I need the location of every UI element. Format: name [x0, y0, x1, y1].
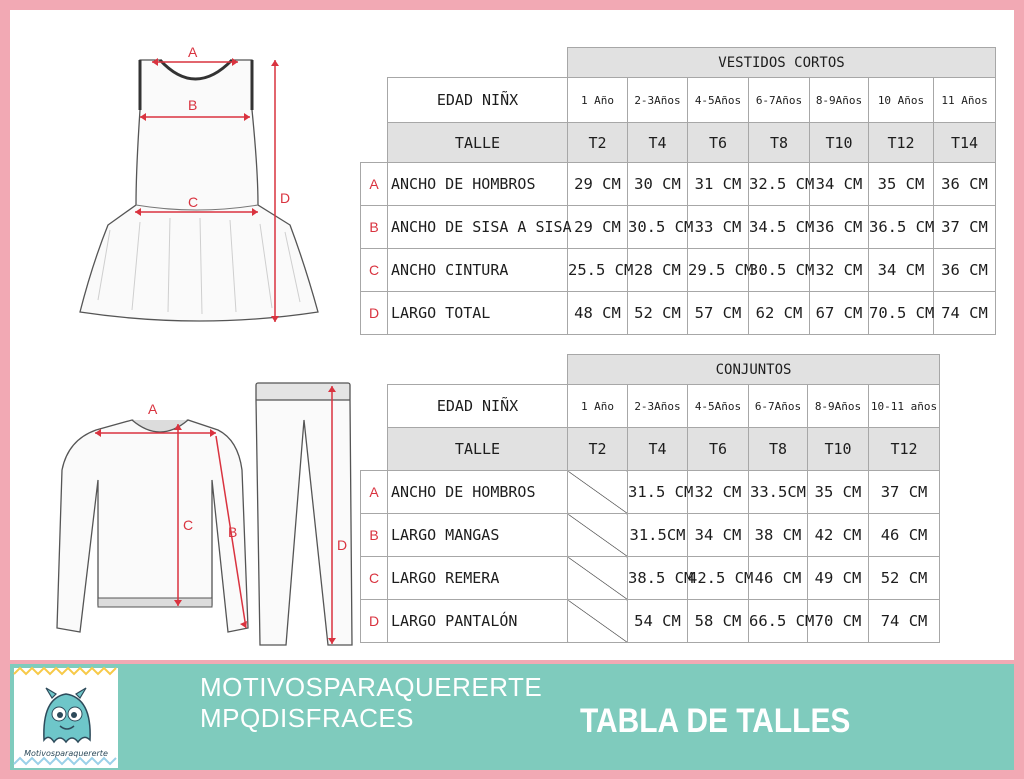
cell-value: 38 CM [749, 514, 808, 557]
row-letter: B [361, 206, 388, 249]
conjuntos-size: T6 [688, 428, 749, 471]
cell-value: 66.5 CM [749, 600, 808, 643]
vestidos-age: 4-5Años [688, 78, 749, 123]
cell-value: 37 CM [934, 206, 996, 249]
cell-value: 32 CM [688, 471, 749, 514]
cell-value: 74 CM [934, 292, 996, 335]
vestidos-size: T4 [628, 123, 688, 163]
cell-value: 49 CM [808, 557, 869, 600]
row-label: ANCHO DE HOMBROS [388, 471, 568, 514]
dress-label-b: B [188, 97, 198, 113]
row-letter: D [361, 600, 388, 643]
table-row [361, 600, 940, 643]
conjuntos-age: 8-9Años [808, 385, 869, 428]
cell-value: 70 CM [808, 600, 869, 643]
table-row [361, 471, 940, 514]
conjuntos-age: 6-7Años [749, 385, 808, 428]
table-row [361, 557, 940, 600]
cell-value: 42 CM [808, 514, 869, 557]
vestidos-edad-label: EDAD NIÑX [388, 78, 568, 123]
cell-value: 30 CM [628, 163, 688, 206]
empty-cell [568, 471, 628, 514]
cell-value: 74 CM [869, 600, 940, 643]
cell-value: 58 CM [688, 600, 749, 643]
shirt-illustration [57, 401, 248, 632]
row-label: ANCHO CINTURA [388, 249, 568, 292]
cell-value: 70.5 CM [869, 292, 934, 335]
row-label: LARGO PANTALÓN [388, 600, 568, 643]
cell-value: 29 CM [568, 163, 628, 206]
cell-value: 36 CM [934, 163, 996, 206]
row-letter: A [361, 163, 388, 206]
vestidos-size: T10 [810, 123, 869, 163]
cell-value: 46 CM [749, 557, 808, 600]
shirt-label-b: B [228, 524, 238, 540]
vestidos-title: VESTIDOS CORTOS [568, 48, 996, 78]
cell-value: 31 CM [688, 163, 749, 206]
row-label: LARGO MANGAS [388, 514, 568, 557]
table-row [361, 206, 996, 249]
cell-value: 67 CM [810, 292, 869, 335]
vestidos-size: T14 [934, 123, 996, 163]
vestidos-size: T6 [688, 123, 749, 163]
brand-logo [14, 668, 118, 768]
conjuntos-size: T8 [749, 428, 808, 471]
vestidos-age: 1 Año [568, 78, 628, 123]
conjuntos-size: T10 [808, 428, 869, 471]
row-label: ANCHO DE HOMBROS [388, 163, 568, 206]
cell-value: 31.5 CM [628, 471, 688, 514]
conjuntos-age: 4-5Años [688, 385, 749, 428]
dress-label-c: C [188, 194, 199, 210]
cell-value: 36 CM [934, 249, 996, 292]
brand-secondary-name: MPQDISFRACES [200, 703, 415, 733]
pants-label-d: D [337, 537, 348, 553]
cell-value: 52 CM [869, 557, 940, 600]
row-letter: A [361, 471, 388, 514]
table-row [361, 163, 996, 206]
conjuntos-talle-label: TALLE [388, 428, 568, 471]
empty-cell [568, 514, 628, 557]
vestidos-age: 10 Años [869, 78, 934, 123]
row-letter: C [361, 249, 388, 292]
row-label: ANCHO DE SISA A SISA [388, 206, 568, 249]
table-row [361, 249, 996, 292]
vestidos-size: T2 [568, 123, 628, 163]
logo-text: Motivosparaquererte [24, 749, 108, 758]
cell-value: 28 CM [628, 249, 688, 292]
empty-cell [568, 600, 628, 643]
page-title: TABLA DE TALLES [580, 702, 851, 740]
cell-value: 33.5CM [749, 471, 808, 514]
cell-value: 32.5 CM [749, 163, 810, 206]
cell-value: 31.5CM [628, 514, 688, 557]
row-letter: B [361, 514, 388, 557]
conjuntos-age: 1 Año [568, 385, 628, 428]
brand-name: MOTIVOSPARAQUERERTE [200, 672, 543, 702]
vestidos-age: 8-9Años [810, 78, 869, 123]
row-letter: C [361, 557, 388, 600]
conjuntos-age: 2-3Años [628, 385, 688, 428]
cell-value: 30.5 CM [749, 249, 810, 292]
cell-value: 35 CM [808, 471, 869, 514]
vestidos-age: 2-3Años [628, 78, 688, 123]
row-label: LARGO REMERA [388, 557, 568, 600]
cell-value: 48 CM [568, 292, 628, 335]
cell-value: 46 CM [869, 514, 940, 557]
cell-value: 25.5 CM [568, 249, 628, 292]
vestidos-table [360, 47, 996, 335]
cell-value: 52 CM [628, 292, 688, 335]
cell-value: 34.5 CM [749, 206, 810, 249]
cell-value: 62 CM [749, 292, 810, 335]
dress-label-d: D [280, 190, 291, 206]
vestidos-age: 11 Años [934, 78, 996, 123]
cell-value: 34 CM [810, 163, 869, 206]
conjuntos-size: T2 [568, 428, 628, 471]
vestidos-size: T12 [869, 123, 934, 163]
row-letter: D [361, 292, 388, 335]
cell-value: 33 CM [688, 206, 749, 249]
empty-cell [568, 557, 628, 600]
pants-illustration [256, 383, 352, 645]
cell-value: 32 CM [810, 249, 869, 292]
cell-value: 42.5 CM [688, 557, 749, 600]
cell-value: 29.5 CM [688, 249, 749, 292]
cell-value: 30.5 CM [628, 206, 688, 249]
cell-value: 36.5 CM [869, 206, 934, 249]
dress-illustration [80, 44, 318, 322]
monster-logo-icon [14, 668, 118, 768]
dress-label-a: A [188, 44, 198, 60]
vestidos-age: 6-7Años [749, 78, 810, 123]
conjuntos-table [360, 354, 940, 643]
conjuntos-title: CONJUNTOS [568, 355, 940, 385]
table-row [361, 514, 940, 557]
table-row [361, 292, 996, 335]
cell-value: 34 CM [688, 514, 749, 557]
row-label: LARGO TOTAL [388, 292, 568, 335]
cell-value: 38.5 CM [628, 557, 688, 600]
cell-value: 57 CM [688, 292, 749, 335]
conjuntos-size: T12 [869, 428, 940, 471]
cell-value: 34 CM [869, 249, 934, 292]
cell-value: 37 CM [869, 471, 940, 514]
cell-value: 35 CM [869, 163, 934, 206]
cell-value: 29 CM [568, 206, 628, 249]
vestidos-size: T8 [749, 123, 810, 163]
shirt-label-c: C [183, 517, 194, 533]
cell-value: 36 CM [810, 206, 869, 249]
conjuntos-edad-label: EDAD NIÑX [388, 385, 568, 428]
shirt-label-a: A [148, 401, 158, 417]
conjuntos-size: T4 [628, 428, 688, 471]
cell-value: 54 CM [628, 600, 688, 643]
conjuntos-age: 10-11 años [869, 385, 940, 428]
vestidos-talle-label: TALLE [388, 123, 568, 163]
